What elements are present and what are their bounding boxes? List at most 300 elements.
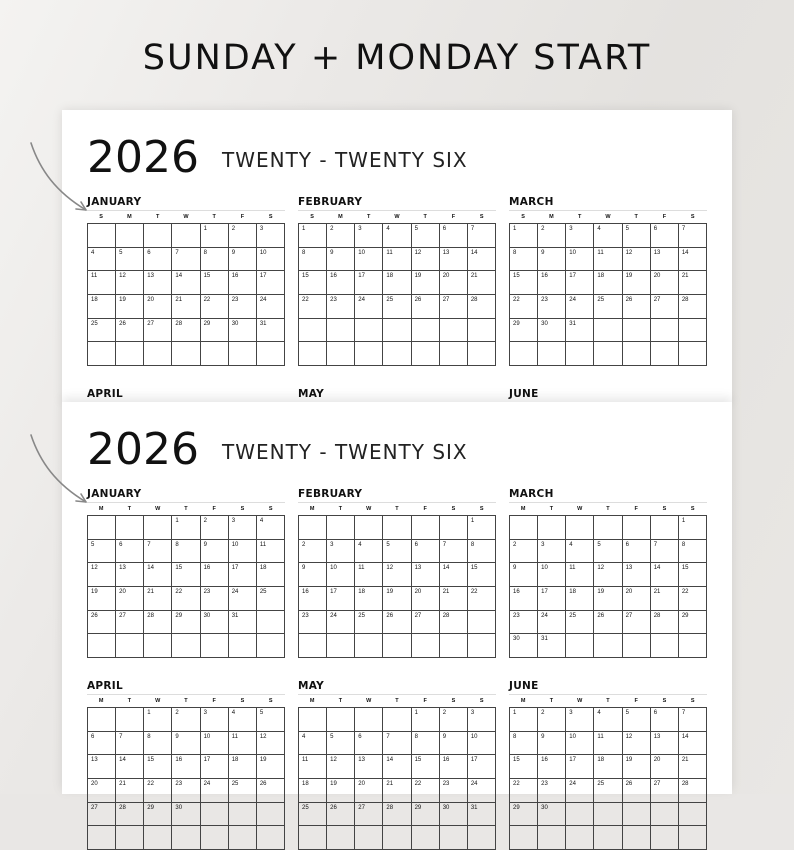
weekday-label: T [549, 698, 554, 704]
day-cell: 31 [566, 319, 594, 343]
day-cell: 8 [299, 248, 327, 272]
day-cell: 15 [172, 563, 200, 587]
day-cell: 16 [201, 563, 229, 587]
day-cell [327, 634, 355, 658]
day-cell: 2 [299, 540, 327, 564]
day-cell [116, 516, 144, 540]
day-cell: 29 [510, 319, 538, 343]
day-cell: 24 [229, 587, 257, 611]
day-cell: 14 [679, 248, 707, 272]
day-cell: 21 [679, 271, 707, 295]
month-name: MARCH [509, 488, 554, 500]
day-cell: 11 [383, 248, 411, 272]
day-cell: 17 [566, 755, 594, 779]
day-cell: 8 [144, 732, 172, 756]
day-cell [327, 516, 355, 540]
day-cell: 10 [229, 540, 257, 564]
day-cell: 23 [299, 611, 327, 635]
day-cell: 14 [116, 755, 144, 779]
day-cell [594, 319, 622, 343]
day-cell: 29 [412, 803, 440, 827]
day-cell: 21 [651, 587, 679, 611]
day-cell: 18 [594, 271, 622, 295]
day-cell: 8 [412, 732, 440, 756]
day-cell: 15 [510, 755, 538, 779]
day-grid [509, 223, 707, 366]
day-cell: 5 [594, 540, 622, 564]
day-cell: 6 [144, 248, 172, 272]
day-cell [327, 319, 355, 343]
month-april [87, 387, 285, 401]
day-cell: 13 [440, 248, 468, 272]
day-grid [87, 223, 285, 366]
day-cell: 7 [383, 732, 411, 756]
day-cell [172, 826, 200, 850]
day-cell: 8 [201, 248, 229, 272]
day-cell: 19 [383, 587, 411, 611]
day-cell: 24 [355, 295, 383, 319]
day-cell [144, 342, 172, 366]
day-cell: 10 [201, 732, 229, 756]
day-cell [144, 826, 172, 850]
day-cell [88, 516, 116, 540]
day-cell [679, 319, 707, 343]
day-cell [355, 826, 383, 850]
day-cell [201, 826, 229, 850]
day-cell: 12 [88, 563, 116, 587]
day-cell [623, 803, 651, 827]
day-cell: 1 [299, 224, 327, 248]
day-cell: 21 [144, 587, 172, 611]
day-cell [468, 342, 496, 366]
day-cell: 10 [355, 248, 383, 272]
month-june [509, 387, 707, 401]
day-cell: 13 [412, 563, 440, 587]
day-cell [144, 634, 172, 658]
day-cell: 10 [327, 563, 355, 587]
day-cell: 22 [510, 295, 538, 319]
weekday-label: T [184, 506, 188, 512]
weekday-label: F [212, 506, 216, 512]
month-april [87, 679, 285, 850]
weekday-label: F [634, 698, 638, 704]
day-cell: 28 [679, 295, 707, 319]
day-cell: 1 [172, 516, 200, 540]
day-cell: 25 [594, 295, 622, 319]
day-cell: 16 [440, 755, 468, 779]
day-cell: 17 [257, 271, 285, 295]
day-cell [679, 342, 707, 366]
day-cell: 7 [651, 540, 679, 564]
day-cell: 5 [257, 708, 285, 732]
day-cell: 25 [88, 319, 116, 343]
day-cell [651, 634, 679, 658]
day-cell [327, 826, 355, 850]
day-cell [468, 319, 496, 343]
day-cell: 31 [229, 611, 257, 635]
day-cell [327, 708, 355, 732]
day-cell: 10 [468, 732, 496, 756]
day-cell: 14 [383, 755, 411, 779]
weekday-label: S [268, 698, 273, 704]
day-cell: 22 [510, 779, 538, 803]
day-cell [651, 342, 679, 366]
weekday-label: S [268, 214, 273, 220]
day-cell: 6 [88, 732, 116, 756]
day-cell: 10 [538, 563, 566, 587]
weekday-label: M [309, 506, 315, 512]
day-cell: 6 [412, 540, 440, 564]
day-cell [510, 516, 538, 540]
month-name: APRIL [87, 680, 124, 692]
day-cell: 12 [623, 732, 651, 756]
weekday-label: S [521, 214, 525, 220]
day-cell: 17 [327, 587, 355, 611]
day-cell [172, 342, 200, 366]
day-cell [440, 634, 468, 658]
day-cell [594, 342, 622, 366]
day-cell: 22 [468, 587, 496, 611]
weekday-label: T [155, 214, 160, 220]
day-cell: 26 [623, 295, 651, 319]
weekday-label: F [662, 214, 667, 220]
day-cell [144, 516, 172, 540]
day-cell: 8 [679, 540, 707, 564]
day-cell [412, 342, 440, 366]
weekday-label: S [662, 698, 667, 704]
day-cell: 29 [144, 803, 172, 827]
weekday-label: F [423, 506, 427, 512]
day-cell: 4 [594, 224, 622, 248]
day-cell [538, 826, 566, 850]
day-cell [201, 342, 229, 366]
day-cell: 12 [412, 248, 440, 272]
day-cell: 18 [383, 271, 411, 295]
day-cell: 20 [651, 271, 679, 295]
day-cell: 18 [566, 587, 594, 611]
day-cell: 16 [538, 271, 566, 295]
day-cell: 23 [172, 779, 200, 803]
day-cell: 3 [355, 224, 383, 248]
day-cell [383, 516, 411, 540]
day-cell [355, 342, 383, 366]
day-cell: 4 [299, 732, 327, 756]
day-cell [144, 224, 172, 248]
day-cell [257, 803, 285, 827]
day-cell: 25 [594, 779, 622, 803]
day-cell: 16 [538, 755, 566, 779]
day-cell [299, 342, 327, 366]
month-name: FEBRUARY [298, 488, 363, 500]
day-cell [355, 634, 383, 658]
day-cell [566, 634, 594, 658]
day-cell [383, 634, 411, 658]
day-cell: 14 [440, 563, 468, 587]
day-cell: 30 [538, 803, 566, 827]
day-cell: 10 [566, 248, 594, 272]
day-cell: 17 [468, 755, 496, 779]
weekday-label: F [423, 698, 427, 704]
day-cell [412, 516, 440, 540]
day-cell [679, 826, 707, 850]
day-cell: 14 [651, 563, 679, 587]
day-cell: 25 [383, 295, 411, 319]
weekday-label: M [520, 506, 526, 512]
day-cell [172, 634, 200, 658]
month-january [87, 195, 285, 366]
day-cell [594, 634, 622, 658]
day-cell: 11 [257, 540, 285, 564]
day-cell: 7 [440, 540, 468, 564]
weekday-label: S [451, 506, 456, 512]
day-cell: 23 [538, 295, 566, 319]
day-cell: 21 [116, 779, 144, 803]
weekday-header-row [87, 694, 285, 707]
year-words: TWENTY - TWENTY SIX [222, 148, 468, 172]
day-cell: 27 [144, 319, 172, 343]
day-cell [355, 319, 383, 343]
day-cell: 15 [299, 271, 327, 295]
weekday-label: T [366, 214, 371, 220]
day-cell: 11 [229, 732, 257, 756]
day-cell [299, 516, 327, 540]
day-cell [440, 516, 468, 540]
month-name: MAY [298, 388, 325, 400]
day-cell: 2 [229, 224, 257, 248]
day-cell: 11 [594, 732, 622, 756]
day-cell: 3 [566, 224, 594, 248]
day-cell [468, 826, 496, 850]
month-february [298, 195, 496, 366]
month-june [509, 679, 707, 850]
weekday-label: W [394, 214, 400, 220]
weekday-header-row [298, 210, 496, 223]
day-cell: 19 [623, 755, 651, 779]
day-cell: 12 [594, 563, 622, 587]
day-cell [651, 319, 679, 343]
day-cell: 5 [88, 540, 116, 564]
weekday-label: T [634, 214, 638, 220]
day-cell: 29 [172, 611, 200, 635]
day-cell [229, 634, 257, 658]
day-cell [257, 342, 285, 366]
day-cell: 23 [440, 779, 468, 803]
day-cell: 30 [229, 319, 257, 343]
weekday-label: T [127, 698, 132, 704]
day-cell: 16 [299, 587, 327, 611]
day-cell [440, 826, 468, 850]
day-cell [566, 342, 594, 366]
day-cell: 26 [116, 319, 144, 343]
day-cell: 20 [651, 755, 679, 779]
weekday-label: W [366, 698, 372, 704]
day-cell: 22 [412, 779, 440, 803]
day-cell: 15 [468, 563, 496, 587]
day-cell: 20 [88, 779, 116, 803]
month-may [298, 679, 496, 850]
day-cell: 9 [510, 563, 538, 587]
day-cell [229, 826, 257, 850]
weekday-header-row [87, 502, 285, 515]
weekday-header-row [509, 694, 707, 707]
year-words: TWENTY - TWENTY SIX [222, 440, 468, 464]
day-cell: 6 [440, 224, 468, 248]
day-cell [566, 803, 594, 827]
day-grid [298, 223, 496, 366]
day-cell: 15 [679, 563, 707, 587]
day-grid [87, 515, 285, 658]
day-cell: 4 [229, 708, 257, 732]
day-cell: 4 [88, 248, 116, 272]
year-number: 2026 [87, 132, 199, 183]
weekday-label: T [606, 506, 610, 512]
weekday-label: M [98, 698, 104, 704]
day-cell [299, 708, 327, 732]
weekday-label: S [690, 214, 695, 220]
weekday-label: T [212, 214, 216, 220]
day-cell: 22 [299, 295, 327, 319]
day-cell: 24 [566, 779, 594, 803]
day-cell [679, 803, 707, 827]
month-name: JUNE [509, 388, 539, 400]
day-cell: 27 [651, 779, 679, 803]
day-cell: 17 [355, 271, 383, 295]
day-cell: 12 [327, 755, 355, 779]
day-cell: 20 [412, 587, 440, 611]
day-cell: 15 [201, 271, 229, 295]
day-cell [412, 319, 440, 343]
day-cell: 19 [327, 779, 355, 803]
day-cell: 25 [355, 611, 383, 635]
day-cell: 3 [566, 708, 594, 732]
day-cell: 23 [327, 295, 355, 319]
day-cell [88, 708, 116, 732]
day-cell: 19 [116, 295, 144, 319]
day-cell: 22 [144, 779, 172, 803]
day-cell: 11 [566, 563, 594, 587]
day-cell: 28 [440, 611, 468, 635]
weekday-label: T [395, 698, 399, 704]
weekday-label: S [99, 214, 103, 220]
day-cell [510, 826, 538, 850]
day-cell: 14 [679, 732, 707, 756]
day-cell [538, 342, 566, 366]
day-cell: 25 [257, 587, 285, 611]
day-cell: 25 [229, 779, 257, 803]
calendar-sheet-sunday-start [62, 110, 732, 402]
month-january [87, 487, 285, 658]
day-cell: 21 [468, 271, 496, 295]
day-cell: 8 [510, 248, 538, 272]
day-cell: 6 [651, 224, 679, 248]
weekday-label: S [690, 698, 695, 704]
day-cell [88, 342, 116, 366]
day-cell [594, 826, 622, 850]
day-cell [383, 342, 411, 366]
day-cell: 4 [566, 540, 594, 564]
day-cell: 5 [327, 732, 355, 756]
headline: SUNDAY + MONDAY START [142, 38, 652, 78]
day-cell: 23 [510, 611, 538, 635]
day-cell: 1 [144, 708, 172, 732]
day-cell: 20 [623, 587, 651, 611]
day-cell: 1 [510, 708, 538, 732]
day-cell: 3 [327, 540, 355, 564]
day-cell [383, 708, 411, 732]
day-cell: 26 [623, 779, 651, 803]
day-cell [623, 634, 651, 658]
day-cell [566, 826, 594, 850]
day-cell: 17 [229, 563, 257, 587]
month-name: MARCH [509, 196, 554, 208]
day-cell [229, 803, 257, 827]
day-cell: 16 [229, 271, 257, 295]
weekday-label: S [479, 214, 484, 220]
weekday-label: M [127, 214, 132, 220]
day-cell: 16 [510, 587, 538, 611]
day-cell: 17 [201, 755, 229, 779]
day-cell: 9 [327, 248, 355, 272]
day-cell [88, 634, 116, 658]
day-cell [88, 224, 116, 248]
day-cell: 20 [144, 295, 172, 319]
day-cell [468, 634, 496, 658]
day-cell: 13 [623, 563, 651, 587]
day-cell: 9 [201, 540, 229, 564]
day-cell: 22 [172, 587, 200, 611]
day-cell [88, 826, 116, 850]
day-cell: 8 [510, 732, 538, 756]
weekday-label: M [98, 506, 104, 512]
day-cell [201, 803, 229, 827]
day-cell: 20 [355, 779, 383, 803]
weekday-label: M [520, 698, 526, 704]
day-cell: 1 [679, 516, 707, 540]
day-cell: 7 [172, 248, 200, 272]
day-cell [679, 634, 707, 658]
weekday-label: F [451, 214, 456, 220]
day-cell: 27 [88, 803, 116, 827]
weekday-label: T [338, 506, 343, 512]
weekday-label: W [155, 698, 161, 704]
day-cell: 30 [510, 634, 538, 658]
day-cell [566, 516, 594, 540]
day-cell [412, 826, 440, 850]
weekday-label: T [577, 214, 582, 220]
weekday-header-row [509, 502, 707, 515]
day-cell: 10 [566, 732, 594, 756]
day-cell: 19 [88, 587, 116, 611]
day-cell: 26 [88, 611, 116, 635]
day-cell: 21 [679, 755, 707, 779]
day-cell: 24 [566, 295, 594, 319]
day-cell: 6 [116, 540, 144, 564]
day-cell: 5 [116, 248, 144, 272]
weekday-label: F [634, 506, 638, 512]
day-cell: 15 [510, 271, 538, 295]
day-cell [440, 342, 468, 366]
day-cell: 26 [257, 779, 285, 803]
day-cell [327, 342, 355, 366]
day-cell: 14 [172, 271, 200, 295]
weekday-label: M [549, 214, 554, 220]
day-cell: 2 [510, 540, 538, 564]
day-cell: 3 [538, 540, 566, 564]
day-cell: 13 [116, 563, 144, 587]
day-cell: 9 [538, 732, 566, 756]
day-cell: 18 [257, 563, 285, 587]
day-cell: 15 [412, 755, 440, 779]
